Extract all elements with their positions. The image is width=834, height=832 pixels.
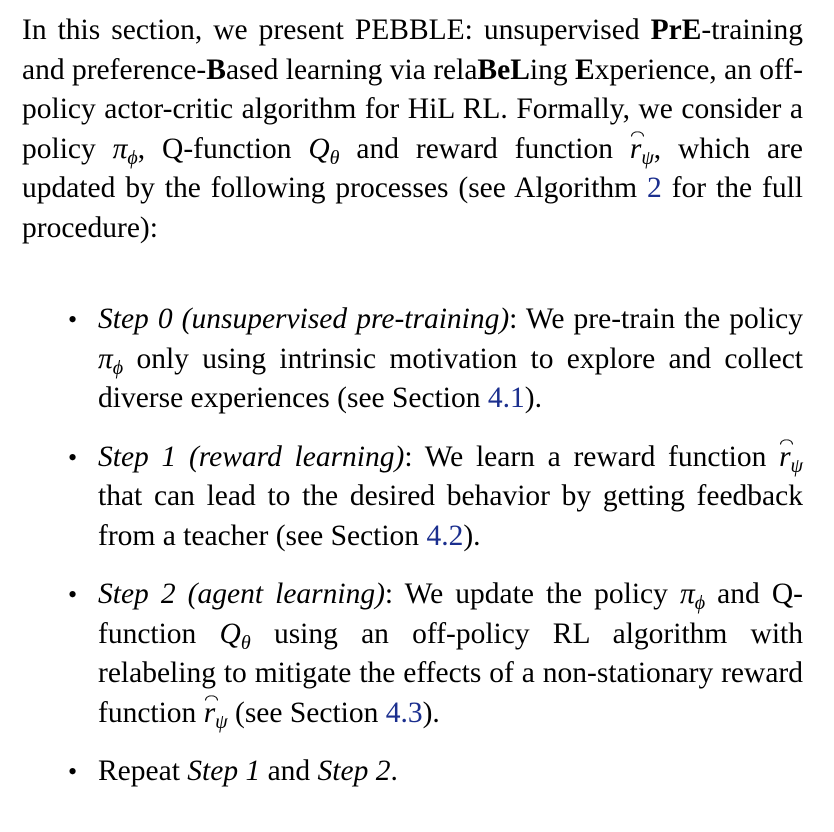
intro-paragraph — [22, 11, 803, 248]
step-text: : We learn a reward function — [404, 440, 780, 473]
intro-text: ased learning via rela — [225, 53, 478, 86]
intro-text: , which are updated by the following processes (see Algorithm — [22, 132, 803, 204]
intro-text: ing — [529, 53, 575, 86]
step-title: Step 1 (reward learning) — [98, 440, 405, 473]
math-pi: π — [679, 578, 695, 610]
step-text: Repeat — [98, 755, 188, 787]
bullet-icon: • — [68, 305, 78, 334]
step-ref-1: Step 1 — [187, 755, 261, 787]
step-ref-2: Step 2 — [317, 755, 391, 787]
step-text: using an off-policy RL algorithm with relabeling to mitigate the effects of a non-stationary reward function — [98, 617, 804, 729]
acronym-letters: BeL — [477, 53, 530, 86]
bullet-icon: • — [68, 442, 78, 472]
intro-text: -training and preference- — [22, 14, 803, 86]
math-sub-theta: θ — [329, 146, 340, 169]
step-text: ). — [524, 382, 542, 414]
math-r-hat: r — [630, 130, 641, 170]
math-pi: π — [112, 132, 128, 165]
math-sub-psi: ψ — [790, 454, 803, 477]
steps-list — [0, 300, 834, 792]
list-item-step-0 — [68, 300, 803, 419]
math-sub-psi: ψ — [215, 710, 228, 733]
acronym-letters: E — [574, 53, 595, 86]
math-sub-phi: ϕ — [127, 146, 138, 169]
acronym-letters: PrE — [650, 14, 702, 46]
math-q: Q — [308, 132, 330, 165]
math-sub-phi: ϕ — [112, 356, 124, 379]
list-item-repeat — [68, 752, 803, 792]
intro-text: , Q-function — [137, 132, 309, 165]
step-text: ). — [463, 519, 481, 552]
step-title: Step 0 (unsupervised pre-training) — [98, 303, 510, 335]
math-sub-psi: ψ — [641, 146, 654, 169]
section-ref-link[interactable]: 4.2 — [426, 519, 464, 552]
step-text: ). — [422, 696, 440, 729]
list-item-step-1 — [68, 438, 803, 557]
intro-text: xperience, an off-policy actor-critic algorithm for HiL RL. Formally, we consider a policy — [22, 53, 803, 165]
algorithm-ref-link[interactable]: 2 — [647, 172, 662, 204]
step-text: and Q-function — [98, 578, 803, 650]
step-text: and — [260, 755, 318, 787]
section-ref-link[interactable]: 4.1 — [487, 382, 525, 414]
math-pi: π — [98, 342, 113, 375]
step-text: only using intrinsic motivation to explore and collect diverse experiences (see Section — [98, 342, 803, 414]
intro-text: for the full procedure): — [22, 172, 803, 244]
step-text: . — [390, 755, 398, 787]
acronym-letters: B — [206, 53, 226, 86]
math-r-hat: r — [204, 694, 215, 734]
math-q: Q — [219, 617, 241, 650]
list-item-step-2 — [68, 575, 804, 733]
intro-text: In this section, we present PEBBLE: unsupervised — [22, 14, 651, 46]
math-r-hat: r — [779, 438, 790, 478]
step-text: : We pre-train the policy — [509, 303, 803, 335]
step-title: Step 2 (agent learning) — [98, 578, 385, 610]
step-text: (see Section — [227, 696, 386, 729]
step-text: : We update the policy — [384, 578, 680, 610]
bullet-icon: • — [68, 580, 78, 609]
bullet-icon: • — [68, 757, 78, 786]
intro-text: and reward function — [339, 132, 630, 165]
math-sub-theta: θ — [240, 631, 251, 654]
section-ref-link[interactable]: 4.3 — [385, 696, 423, 729]
math-sub-phi: ϕ — [694, 592, 706, 615]
step-text: that can lead to the desired behavior by getting feedback from a teacher (see Section — [98, 480, 803, 552]
